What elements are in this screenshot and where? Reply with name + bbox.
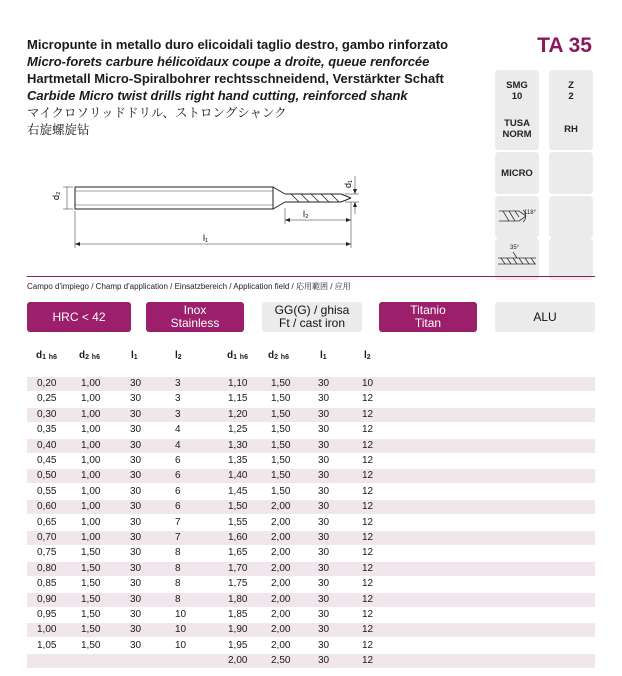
header-l1-right: $l_1$	[320, 350, 327, 361]
table-row	[27, 531, 595, 545]
cell-d1-left: 0,90	[37, 593, 57, 605]
cell-d2-right: 2,00	[271, 532, 291, 543]
cell-l2-left: 7	[175, 532, 181, 543]
cell-l1-right: 30	[318, 470, 330, 482]
title-japanese: マイクロソリッドドリル、ストロングシャンク	[27, 105, 287, 120]
cell-d1-right: 1,75	[228, 578, 248, 590]
cell-l2-right: 12	[362, 393, 374, 405]
cell-d1-left: 1,05	[37, 639, 57, 651]
cell-l1-right: 30	[318, 408, 330, 420]
micro-box	[495, 152, 539, 194]
cell-d1-right: 1,95	[228, 639, 248, 651]
cell-d2-left: 1,50	[81, 639, 101, 651]
cell-l2-left: 4	[175, 439, 181, 451]
title-french: Micro-forets carbure hélicoïdaux coupe a droite, queue renforcée	[27, 54, 430, 69]
cell-d2-right: 1,50	[271, 424, 291, 436]
cell-l1-left: 30	[130, 378, 142, 389]
table-row	[27, 562, 595, 576]
empty-box-1	[549, 152, 593, 194]
material-alu-line1: ALU	[533, 309, 557, 324]
cell-d1-left: 0,65	[37, 516, 57, 528]
header-d1-right: $d_1$ $_{h6}$	[227, 350, 248, 361]
cell-l1-left: 30	[130, 532, 142, 543]
material-cast-iron-line1: GG(G) / ghisa	[274, 303, 350, 317]
material-hrc-line1: HRC < 42	[52, 309, 106, 324]
smg-value: 10	[511, 91, 523, 102]
header-l2-right: $l_2$	[364, 350, 371, 361]
cell-l1-left: 30	[130, 470, 142, 482]
z-value: 2	[568, 91, 574, 102]
cell-d2-right: 1,50	[271, 485, 291, 497]
cell-l1-right: 30	[318, 378, 330, 389]
cell-d1-left: 0,20	[37, 378, 57, 389]
cell-d2-right: 2,00	[271, 593, 291, 605]
cell-l1-left: 30	[130, 609, 142, 620]
cell-l1-right: 30	[318, 455, 330, 466]
material-inox	[146, 302, 244, 332]
l2-label: l₂	[303, 209, 309, 219]
title-block	[27, 36, 497, 138]
cell-d1-left: 0,50	[37, 470, 57, 482]
cell-l2-right: 12	[362, 516, 374, 528]
cell-l2-right: 12	[362, 655, 374, 667]
cell-d1-right: 1,90	[228, 624, 248, 636]
header-d1-left: $d_1$ $_{h6}$	[36, 350, 57, 361]
material-cast-iron	[262, 302, 362, 332]
cell-d2-left: 1,00	[81, 393, 101, 405]
cell-d2-right: 2,00	[271, 516, 291, 528]
tusa-label: TUSA	[504, 118, 530, 129]
cell-l1-left: 30	[130, 593, 142, 605]
cell-l2-right: 12	[362, 532, 374, 543]
cell-d1-left: 0,70	[37, 532, 57, 543]
cell-l1-right: 30	[318, 562, 330, 574]
material-titanium-line2: Titan	[414, 316, 442, 330]
header-l1-left: $l_1$	[131, 350, 138, 361]
cell-d2-right: 1,50	[271, 439, 291, 451]
field-divider	[27, 276, 595, 277]
cell-d1-right: 1,55	[228, 516, 248, 528]
z-box	[549, 70, 593, 112]
cell-d1-left: 0,80	[37, 562, 57, 574]
cell-d2-left: 1,50	[81, 624, 101, 636]
cell-d2-left: 1,00	[81, 378, 101, 389]
cell-l1-left: 30	[130, 624, 142, 636]
cell-l1-left: 30	[130, 393, 142, 405]
table-row	[27, 516, 595, 530]
cell-d1-left: 0,25	[37, 393, 57, 405]
cell-l1-right: 30	[318, 547, 330, 559]
cell-l2-left: 10	[175, 609, 187, 620]
cell-d1-left: 1,00	[37, 624, 57, 636]
cell-l1-left: 30	[130, 578, 142, 590]
cell-l2-right: 12	[362, 609, 374, 620]
product-code: TA 35	[537, 34, 592, 57]
header-d2-left: $d_2$ $_{h6}$	[79, 350, 100, 361]
table-row	[27, 577, 595, 591]
table-row	[27, 439, 595, 453]
table-row	[27, 377, 595, 391]
cell-d1-right: 1,80	[228, 593, 248, 605]
smg-label: SMG	[506, 80, 528, 91]
d2-label: d₂	[51, 191, 61, 200]
cell-l2-left: 8	[175, 562, 181, 574]
table-row	[27, 423, 595, 437]
material-titanium	[379, 302, 477, 332]
material-inox-line1: Inox	[183, 303, 207, 317]
cell-d2-left: 1,50	[81, 562, 101, 574]
cell-d2-left: 1,00	[81, 408, 101, 420]
cell-l2-right: 12	[362, 639, 374, 651]
cell-l2-right: 12	[362, 485, 374, 497]
cell-l1-left: 30	[130, 485, 142, 497]
cell-d2-left: 1,50	[81, 593, 101, 605]
cell-d2-left: 1,50	[81, 609, 101, 620]
cell-d2-right: 2,00	[271, 624, 291, 636]
cell-l1-right: 30	[318, 532, 330, 543]
cell-d2-left: 1,50	[81, 578, 101, 590]
cell-d2-right: 1,50	[271, 470, 291, 482]
table-row	[27, 392, 595, 406]
cell-d2-right: 1,50	[271, 378, 291, 389]
cell-d1-right: 1,70	[228, 562, 248, 574]
cell-l1-right: 30	[318, 639, 330, 651]
cell-d1-right: 1,25	[228, 424, 248, 436]
cell-l1-right: 30	[318, 501, 330, 513]
cell-d2-right: 1,50	[271, 455, 291, 466]
rh-label: RH	[564, 123, 578, 135]
cell-l2-left: 8	[175, 547, 181, 559]
cell-d1-right: 1,40	[228, 470, 248, 482]
cell-l2-left: 7	[175, 516, 181, 528]
point-angle-box	[495, 196, 539, 238]
cell-l1-right: 30	[318, 655, 330, 667]
cell-d2-right: 2,00	[271, 547, 291, 559]
cell-d2-left: 1,00	[81, 501, 101, 513]
cell-d1-right: 1,60	[228, 532, 248, 543]
cell-l1-right: 30	[318, 485, 330, 497]
cell-l2-left: 4	[175, 424, 181, 436]
cell-d2-left: 1,00	[81, 455, 101, 466]
cell-l1-left: 30	[130, 439, 142, 451]
tusa-box	[495, 108, 539, 150]
cell-l2-right: 12	[362, 501, 374, 513]
table-row	[27, 500, 595, 514]
cell-d2-left: 1,00	[81, 470, 101, 482]
cell-l1-left: 30	[130, 455, 142, 466]
cell-d2-left: 1,00	[81, 516, 101, 528]
table-row	[27, 408, 595, 422]
cell-d1-right: 1,85	[228, 609, 248, 620]
cell-l1-left: 30	[130, 547, 142, 559]
cell-l1-left: 30	[130, 501, 142, 513]
cell-d2-right: 2,00	[271, 578, 291, 590]
cell-d1-right: 1,45	[228, 485, 248, 497]
table-row	[27, 593, 595, 607]
cell-l2-right: 12	[362, 470, 374, 482]
cell-l1-left: 30	[130, 424, 142, 436]
cell-l1-left: 30	[130, 639, 142, 651]
rh-box	[549, 108, 593, 150]
cell-d2-left: 1,00	[81, 485, 101, 497]
cell-d1-left: 0,60	[37, 501, 57, 513]
title-italian: Micropunte in metallo duro elicoidali taglio destro, gambo rinforzato	[27, 37, 449, 52]
cell-l1-left: 30	[130, 562, 142, 574]
material-cast-iron-line2: Ft / cast iron	[278, 316, 346, 330]
cell-d1-right: 1,50	[228, 501, 248, 513]
cell-d1-right: 1,20	[228, 408, 248, 420]
cell-l2-left: 3	[175, 378, 181, 389]
cell-l2-left: 8	[175, 593, 181, 605]
cell-d2-left: 1,00	[81, 439, 101, 451]
header-l2-left: $l_2$	[175, 350, 182, 361]
cell-d1-left: 0,85	[37, 578, 57, 590]
cell-l2-left: 3	[175, 393, 181, 405]
helix-angle-box	[495, 238, 539, 280]
cell-l1-left: 30	[130, 516, 142, 528]
cell-d2-right: 2,00	[271, 609, 291, 620]
cell-d2-right: 2,00	[271, 501, 291, 513]
cell-l2-left: 6	[175, 501, 181, 513]
cell-d2-right: 2,00	[271, 562, 291, 574]
cell-l1-right: 30	[318, 424, 330, 436]
cell-l2-left: 3	[175, 408, 181, 420]
material-alu	[495, 302, 595, 332]
cell-l1-right: 30	[318, 516, 330, 528]
d1-label: d₁	[343, 179, 353, 188]
cell-l2-right: 10	[362, 378, 374, 389]
cell-d1-left: 0,45	[37, 455, 57, 466]
table-row	[27, 469, 595, 483]
helix-angle-label: 35°	[510, 245, 520, 251]
cell-d1-left: 0,95	[37, 609, 57, 620]
table-row	[27, 639, 595, 653]
cell-l2-left: 6	[175, 485, 181, 497]
cell-d1-left: 0,75	[37, 547, 57, 559]
table-row	[27, 454, 595, 468]
cell-l2-right: 12	[362, 624, 374, 636]
cell-l1-right: 30	[318, 593, 330, 605]
cell-l2-right: 12	[362, 455, 374, 466]
point-angle-label: 118°	[524, 210, 536, 216]
cell-d1-left: 0,40	[37, 439, 57, 451]
cell-l2-right: 12	[362, 562, 374, 574]
cell-d1-right: 1,30	[228, 439, 248, 451]
micro-label: MICRO	[501, 167, 533, 179]
cell-l2-right: 12	[362, 408, 374, 420]
cell-d1-right: 1,15	[228, 393, 248, 405]
cell-d2-left: 1,00	[81, 532, 101, 543]
cell-d1-right: 1,10	[228, 378, 248, 389]
cell-l2-right: 12	[362, 547, 374, 559]
cell-d2-right: 1,50	[271, 408, 291, 420]
material-inox-line2: Stainless	[170, 316, 220, 330]
header-d2-right: $d_2$ $_{h6}$	[268, 350, 289, 361]
smg-box	[495, 70, 539, 112]
cell-l2-left: 6	[175, 455, 181, 466]
cell-l2-right: 12	[362, 578, 374, 590]
empty-box-3	[549, 238, 593, 280]
table-row	[27, 623, 595, 637]
cell-d2-right: 2,50	[271, 655, 291, 667]
z-label: Z	[568, 80, 574, 91]
cell-l1-right: 30	[318, 609, 330, 620]
cell-l2-left: 6	[175, 470, 181, 482]
cell-l1-left: 30	[130, 408, 142, 420]
material-titanium-line1: Titanio	[410, 303, 446, 317]
cell-d2-right: 1,50	[271, 393, 291, 405]
cell-d1-left: 0,30	[37, 408, 57, 420]
cell-l2-right: 12	[362, 439, 374, 451]
cell-l2-left: 8	[175, 578, 181, 590]
cell-l1-right: 30	[318, 578, 330, 590]
cell-d1-left: 0,35	[37, 424, 57, 436]
table-row	[27, 546, 595, 560]
cell-l1-right: 30	[318, 624, 330, 636]
cell-l2-left: 10	[175, 639, 187, 651]
drill-drawing	[45, 168, 365, 253]
cell-l2-left: 10	[175, 624, 187, 636]
cell-l2-right: 12	[362, 424, 374, 436]
cell-d2-left: 1,50	[81, 547, 101, 559]
title-chinese: 右旋螺旋钻	[27, 122, 90, 137]
material-hrc	[27, 302, 131, 332]
table-row	[27, 654, 595, 668]
norm-label: NORM	[502, 129, 532, 140]
cell-l2-right: 12	[362, 593, 374, 605]
title-german: Hartmetall Micro-Spiralbohrer rechtsschneidend, Verstärkter Schaft	[27, 71, 444, 86]
l1-label: l₁	[203, 233, 209, 243]
cell-l1-right: 30	[318, 439, 330, 451]
application-field-label: Campo d'impiego / Champ d'application / Einsatzbereich / Application field / 応用範囲 / 应用	[27, 282, 351, 291]
cell-d1-right: 1,35	[228, 455, 248, 466]
table-row	[27, 485, 595, 499]
cell-d1-left: 0,55	[37, 485, 57, 497]
cell-d1-right: 1,65	[228, 547, 248, 559]
cell-l1-right: 30	[318, 393, 330, 405]
table-row	[27, 608, 595, 622]
cell-d2-left: 1,00	[81, 424, 101, 436]
cell-d2-right: 2,00	[271, 639, 291, 651]
title-english: Carbide Micro twist drills right hand cutting, reinforced shank	[27, 88, 408, 103]
cell-d1-right: 2,00	[228, 655, 248, 667]
empty-box-2	[549, 196, 593, 238]
